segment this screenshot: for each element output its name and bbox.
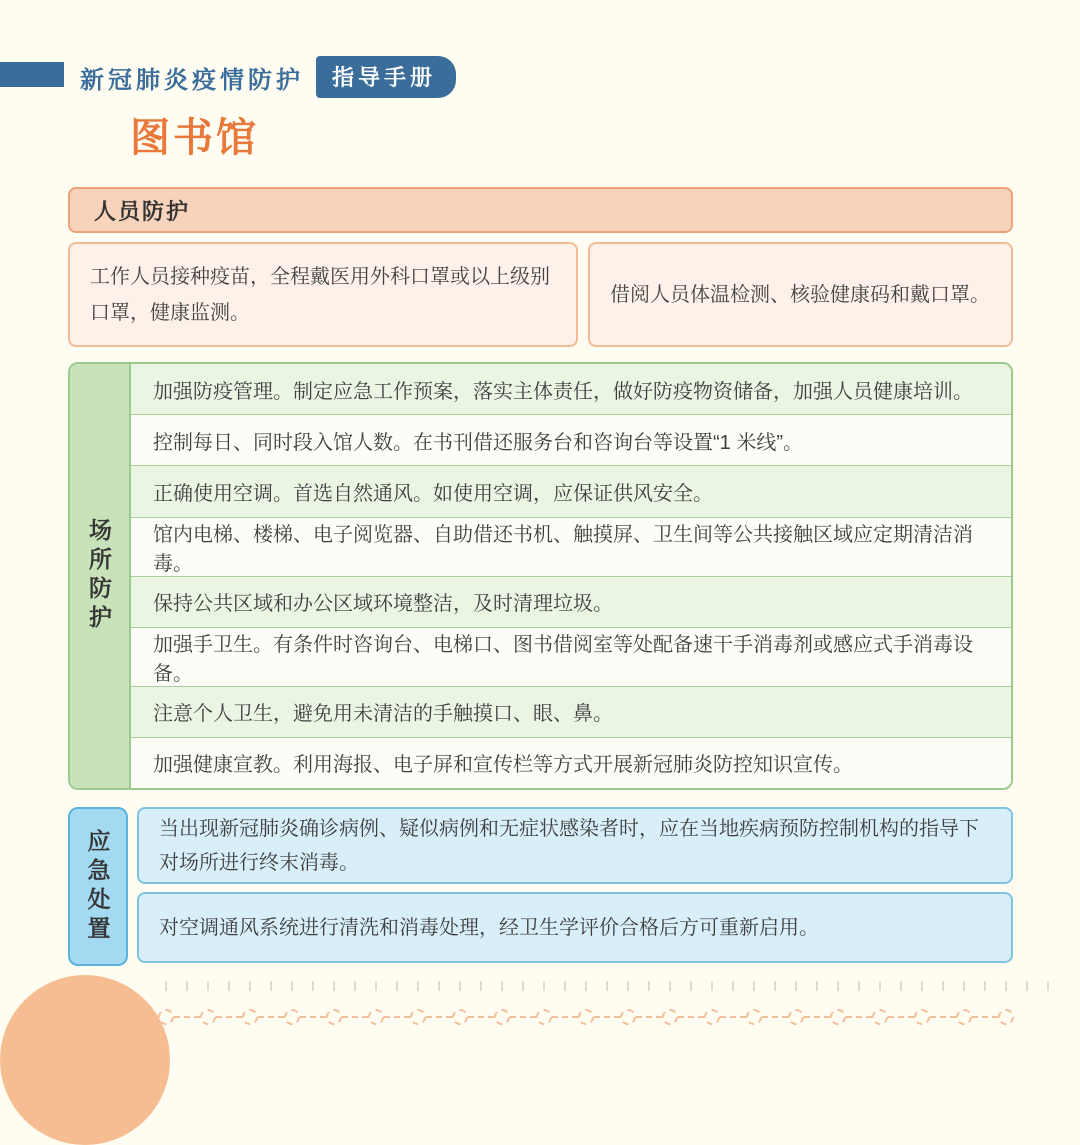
page-title: 图书馆 <box>130 116 259 160</box>
dashed-circle <box>704 1009 720 1025</box>
section-venue <box>68 362 1013 790</box>
section-venue-label <box>70 364 131 788</box>
venue-row <box>131 517 1011 576</box>
venue-row <box>131 686 1011 737</box>
dash-connector <box>804 1016 830 1018</box>
corner-circle-decoration <box>0 975 170 1145</box>
venue-row-text: 控制每日、同时段入馆人数。在书刊借还服务台和咨询台等设置“1 米线”。 <box>153 431 803 454</box>
dashed-circle <box>410 1009 426 1025</box>
personnel-item-staff <box>68 242 578 347</box>
dashed-circle <box>368 1009 384 1025</box>
dashed-circle <box>326 1009 342 1025</box>
section-emergency-label-text: 应急处置 <box>84 828 111 945</box>
dash-connector <box>720 1016 746 1018</box>
emergency-item-disinfection <box>137 807 1013 884</box>
dashed-circle <box>830 1009 846 1025</box>
venue-row-text: 加强手卫生。有条件时咨询台、电梯口、图书借阅室等处配备速干手消毒剂或感应式手消毒设备。 <box>153 633 973 685</box>
section-personnel-header <box>68 187 1013 233</box>
dashed-circle <box>746 1009 762 1025</box>
dashed-circle <box>242 1009 258 1025</box>
dash-connector <box>888 1016 914 1018</box>
venue-row <box>131 576 1011 627</box>
personnel-item-visitors-text: 借阅人员体温检测、核验健康码和戴口罩。 <box>610 283 990 306</box>
dash-connector <box>552 1016 578 1018</box>
document-header <box>80 56 456 98</box>
dashed-circle <box>536 1009 552 1025</box>
emergency-item-hvac-text: 对空调通风系统进行清洗和消毒处理，经卫生学评价合格后方可重新启用。 <box>159 916 819 939</box>
dash-connector <box>636 1016 662 1018</box>
dash-connector <box>384 1016 410 1018</box>
venue-row-text: 注意个人卫生，避免用未清洁的手触摸口、眼、鼻。 <box>153 703 613 726</box>
dash-connector <box>846 1016 872 1018</box>
venue-row-text: 保持公共区域和办公区域环境整洁，及时清理垃圾。 <box>153 593 613 616</box>
venue-row <box>131 465 1011 516</box>
venue-row-text: 加强健康宣教。利用海报、电子屏和宣传栏等方式开展新冠肺炎防控知识宣传。 <box>153 754 853 777</box>
dashed-circle <box>788 1009 804 1025</box>
tick-pattern-decoration <box>165 981 1067 991</box>
dash-connector <box>678 1016 704 1018</box>
dashed-circle-ornament <box>158 1009 1014 1025</box>
dashed-circle <box>578 1009 594 1025</box>
section-emergency-label <box>68 807 128 966</box>
document-header-title: 新冠肺炎疫情防护 <box>80 66 304 94</box>
dashed-circle <box>452 1009 468 1025</box>
dash-connector <box>216 1016 242 1018</box>
header-accent-bar <box>0 62 64 87</box>
section-personnel-title: 人员防护 <box>94 198 191 224</box>
venue-row-text: 馆内电梯、楼梯、电子阅览器、自助借还书机、触摸屏、卫生间等公共接触区域应定期清洁消毒。 <box>153 523 973 575</box>
venue-row <box>131 737 1011 788</box>
dashed-circle <box>872 1009 888 1025</box>
dash-connector <box>174 1016 200 1018</box>
dash-connector <box>342 1016 368 1018</box>
venue-row <box>131 414 1011 465</box>
emergency-item-hvac <box>137 892 1013 963</box>
venue-row-text: 正确使用空调。首选自然通风。如使用空调，应保证供风安全。 <box>153 482 713 505</box>
venue-rows <box>131 364 1011 788</box>
dash-connector <box>930 1016 956 1018</box>
venue-row <box>131 364 1011 414</box>
dash-connector <box>258 1016 284 1018</box>
dashed-circle <box>998 1009 1014 1025</box>
venue-row <box>131 627 1011 686</box>
dash-connector <box>468 1016 494 1018</box>
dashed-circle <box>956 1009 972 1025</box>
dash-connector <box>426 1016 452 1018</box>
personnel-item-staff-text: 工作人员接种疫苗，全程戴医用外科口罩或以上级别口罩，健康监测。 <box>90 265 550 324</box>
emergency-item-disinfection-text: 当出现新冠肺炎确诊病例、疑似病例和无症状感染者时，应在当地疾病预防控制机构的指导下对场所进行终末消毒。 <box>159 817 979 874</box>
dashed-circle <box>200 1009 216 1025</box>
personnel-item-visitors <box>588 242 1013 347</box>
dashed-circle <box>494 1009 510 1025</box>
dashed-circle <box>662 1009 678 1025</box>
dashed-circle <box>284 1009 300 1025</box>
header-badge: 指导手册 <box>316 56 456 98</box>
dash-connector <box>510 1016 536 1018</box>
dash-connector <box>972 1016 998 1018</box>
venue-row-text: 加强防疫管理。制定应急工作预案，落实主体责任，做好防疫物资储备，加强人员健康培训。 <box>153 380 973 403</box>
section-venue-label-text: 场所防护 <box>86 518 112 634</box>
dashed-circle <box>620 1009 636 1025</box>
dash-connector <box>300 1016 326 1018</box>
dash-connector <box>762 1016 788 1018</box>
dashed-circle <box>914 1009 930 1025</box>
dash-connector <box>594 1016 620 1018</box>
